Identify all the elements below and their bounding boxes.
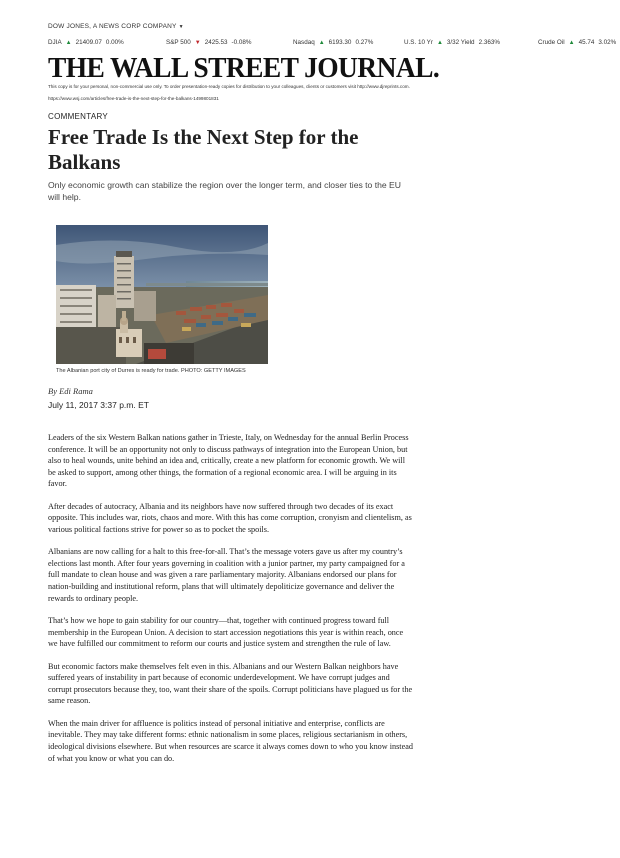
masthead-logo[interactable]: THE WALL STREET JOURNAL. <box>48 50 440 84</box>
up-arrow-icon: ▲ <box>65 40 72 46</box>
ticker-djia[interactable]: DJIA ▲ 21409.07 0.00% <box>48 39 124 46</box>
corp-label[interactable]: DOW JONES, A NEWS CORP COMPANY ▼ <box>48 23 184 30</box>
port-city-photo <box>56 225 268 364</box>
paragraph: That’s how we hope to gain stability for our country—that, together with continued progress toward full membership in the European Union. A decision to start accession negotiations this year is within reach, once we have fulfilled our commitment to reform our courts and justice system and strengthen the rule of law. <box>48 616 404 649</box>
ticker-nasdaq[interactable]: Nasdaq ▲ 6193.30 0.27% <box>293 39 374 46</box>
publish-date: July 11, 2017 3:37 p.m. ET <box>48 400 149 410</box>
paragraph: After decades of autocracy, Albania and its neighbors have now suffered through two decades of its exact opposite. This includes war, riots, chaos and more. With this has come corruption, cronyism and clientelism, as various political factions strive for power so as to pocket the spoils. <box>48 501 412 534</box>
photo-caption: The Albanian port city of Durres is ready for trade. PHOTO: GETTY IMAGES <box>56 368 246 374</box>
ticker-sp500[interactable]: S&P 500 ▼ 2425.53 -0.08% <box>166 39 252 46</box>
reprint-notice: This copy is for your personal, non-commercial use only. To order presentation-ready copies for distribution to your colleagues, clients or customers visit http://www.djreprints.com. <box>48 84 410 89</box>
up-arrow-icon: ▲ <box>318 40 325 46</box>
paragraph: Albanians are now calling for a halt to this free-for-all. That’s the message voters gave us after my country’s elections last month. After four years governing in coalition with a junior partner, my party campaigned for a full mandate to clean house and was given a rare parliamentary majority. Albanians endorsed our plans for nation-building and institutional reform, plans that will ultimately depoliticize governance and deliver the rewards to ordinary people. <box>48 547 405 603</box>
ticker-crude-oil[interactable]: Crude Oil ▲ 45.74 3.02% <box>538 39 617 46</box>
byline[interactable]: By Edi Rama <box>48 386 93 396</box>
article-headline: Free Trade Is the Next Step for the Balkans <box>48 124 359 174</box>
article-dek: Only economic growth can stabilize the region over the longer term, and closer ties to the EU will help. <box>48 179 401 202</box>
up-arrow-icon: ▲ <box>436 40 443 46</box>
down-arrow-icon: ▼ <box>194 40 201 46</box>
article-photo <box>56 225 268 364</box>
ticker-us10yr[interactable]: U.S. 10 Yr ▲ 3/32 Yield 2.363% <box>404 39 500 46</box>
chevron-down-icon[interactable]: ▼ <box>178 24 184 30</box>
paragraph: Leaders of the six Western Balkan nations gather in Trieste, Italy, on Wednesday for the annual Berlin Process conference. It will be an opportunity not only to discuss pathways of integration into the European Union, but also to heal wounds, unite behind an idea and, critically, create a new platform for economic growth. We will be asked to support, among other things, the formation of a regional economic area. I will be arguing in its favor. <box>48 433 409 489</box>
up-arrow-icon: ▲ <box>568 40 575 46</box>
market-ticker <box>48 38 620 48</box>
section-kicker[interactable]: COMMENTARY <box>48 111 109 121</box>
article-url: https://www.wsj.com/articles/free-trade-is-the-next-step-for-the-balkans-1499801831 <box>48 95 219 101</box>
paragraph: But economic factors make themselves felt even in this. Albanians and our Western Balkan neighbors have suffered years of instability in part because of economic underdevelopment. We have corrupt judges and corrupt prosecutors because they, too, want their share of the spoils. Corrupt politicians have plagued us for the same reason. <box>48 661 413 706</box>
article-body <box>48 432 413 775</box>
paragraph: When the main driver for affluence is politics instead of personal initiative and enterprise, conflicts are inevitable. They may take different forms: ethnic nationalism in some places, religious sectarianism in others, ideological divisions elsewhere. But when resources are scarce it always comes down to who you know instead of what you know or what you can do. <box>48 718 413 763</box>
article-page <box>48 22 620 763</box>
